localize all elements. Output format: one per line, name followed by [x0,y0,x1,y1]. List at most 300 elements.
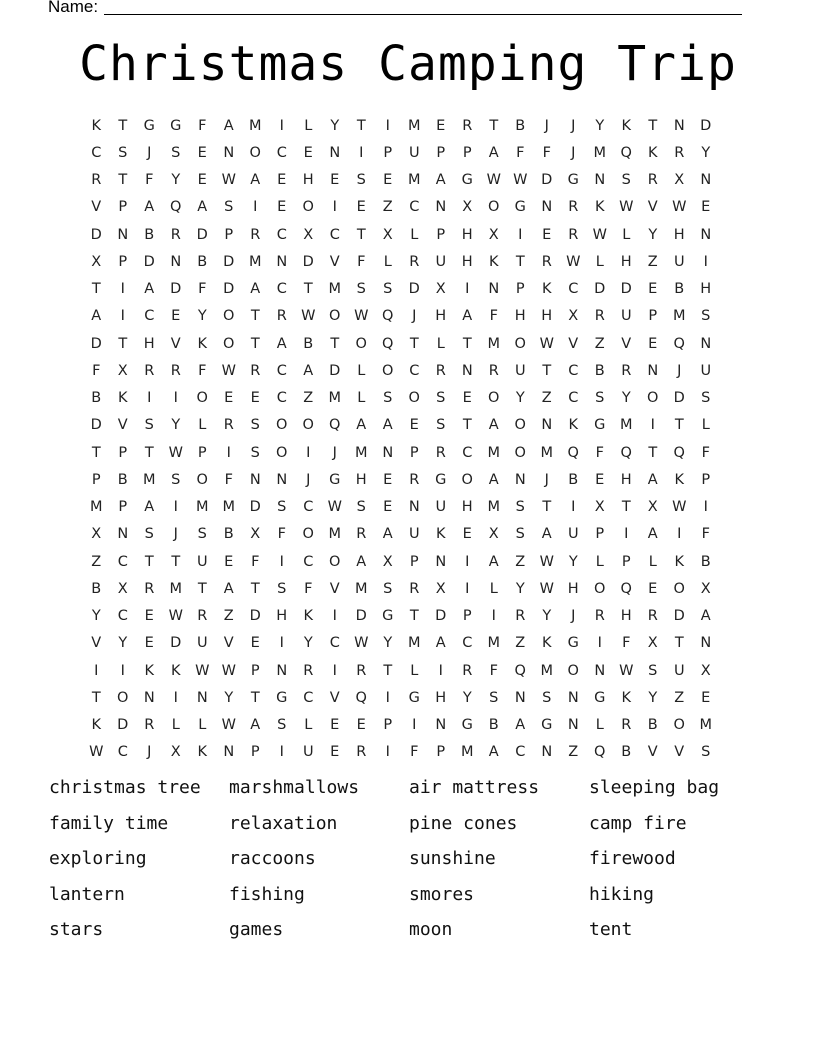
grid-letter: S [383,281,393,298]
grid-letter: W [513,172,528,189]
grid-letter: L [357,390,366,407]
grid-letter: D [90,226,102,243]
grid-letter: B [515,117,526,134]
grid-letter: X [674,172,685,189]
grid-letter: E [648,580,658,597]
grid-letter: R [621,717,632,734]
grid-letter: G [329,471,341,488]
grid-letter: R [568,199,579,216]
grid-letter: W [221,362,236,379]
grid-letter: R [303,662,314,679]
grid-letter: W [195,662,210,679]
grid-letter: S [436,390,446,407]
grid-letter: O [567,662,579,679]
grid-letter: E [542,226,552,243]
grid-letter: S [277,580,287,597]
grid-letter: I [624,526,629,543]
grid-letter: E [250,390,260,407]
grid-letter: K [197,335,207,352]
grid-letter: X [488,526,499,543]
grid-letter: N [276,471,288,488]
grid-letter: A [223,580,234,597]
grid-letter: R [144,717,155,734]
grid-letter: P [621,553,631,570]
grid-letter: I [518,226,523,243]
grid-letter: P [118,199,128,216]
grid-letter: A [647,471,658,488]
grid-letter: N [435,553,447,570]
grid-letter: N [594,662,606,679]
grid-letter: H [620,471,632,488]
grid-letter: K [435,526,446,543]
grid-row [83,139,733,166]
word-bank-item: christmas tree [49,777,201,798]
grid-letter: M [487,444,500,461]
grid-letter: N [647,362,659,379]
grid-letter: L [648,553,657,570]
grid-row [83,330,733,357]
grid-letter: D [143,253,155,270]
grid-letter: S [197,526,207,543]
grid-letter: A [700,608,711,625]
grid-letter: R [462,117,473,134]
grid-letter: F [595,444,604,461]
grid-letter: C [144,308,155,325]
grid-row [83,548,733,575]
grid-letter: L [701,417,710,434]
grid-letter: S [356,281,366,298]
grid-letter: X [435,281,446,298]
word-bank-item: sunshine [409,848,496,869]
grid-letter: R [594,308,605,325]
grid-row [83,439,733,466]
word-bank-item: camp fire [589,812,687,834]
grid-letter: O [302,417,314,434]
grid-letter: C [329,635,340,652]
grid-letter: S [542,689,552,706]
grid-letter: L [304,117,313,134]
grid-letter: G [594,417,606,434]
grid-letter: H [620,608,632,625]
grid-letter: M [354,444,368,461]
grid-letter: A [250,172,261,189]
grid-row [83,684,733,711]
grid-letter: J [571,144,576,161]
grid-letter: R [515,608,526,625]
grid-letter: I [120,281,125,298]
grid-letter: A [488,471,499,488]
grid-letter: H [461,253,473,270]
word-bank-item: family time [49,812,169,834]
grid-row [83,385,733,412]
grid-letter: C [117,608,128,625]
grid-letter: W [566,253,581,270]
grid-letter: V [223,635,234,652]
grid-letter: O [223,308,235,325]
grid-letter: T [144,444,154,461]
grid-letter: K [594,199,605,216]
grid-letter: Y [171,172,181,189]
grid-letter: N [170,253,182,270]
grid-letter: F [251,553,260,570]
grid-letter: F [489,308,498,325]
grid-letter: M [487,335,500,352]
word-bank-item: smores [409,883,475,905]
grid-letter: H [302,172,314,189]
grid-letter: A [250,717,261,734]
grid-letter: J [147,744,152,761]
grid-letter: R [144,362,155,379]
grid-letter: W [539,335,554,352]
grid-letter: S [224,199,234,216]
grid-letter: M [142,471,156,488]
grid-letter: E [648,335,658,352]
grid-letter: X [250,526,261,543]
grid-letter: Y [515,390,525,407]
grid-letter: W [168,444,183,461]
grid-letter: L [357,362,366,379]
grid-letter: Q [329,417,341,434]
grid-row [83,739,733,766]
grid-letter: J [412,308,417,325]
grid-letter: C [568,390,579,407]
grid-letter: F [198,362,207,379]
grid-letter: U [408,144,420,161]
grid-letter: T [91,444,101,461]
grid-letter: X [382,226,393,243]
grid-letter: K [91,717,101,734]
grid-letter: U [673,662,685,679]
grid-letter: T [330,335,340,352]
grid-letter: A [144,499,155,516]
grid-letter: O [196,471,208,488]
grid-letter: V [329,580,340,597]
grid-letter: W [221,662,236,679]
grid-letter: R [674,144,685,161]
grid-letter: O [408,390,420,407]
grid-letter: F [198,281,207,298]
grid-letter: M [89,499,103,516]
grid-letter: Z [515,635,526,652]
grid-letter: J [147,144,152,161]
word-bank-item: exploring [49,848,147,869]
grid-letter: C [568,281,579,298]
grid-letter: A [647,526,658,543]
grid-letter: D [302,253,314,270]
grid-letter: P [515,281,525,298]
grid-letter: S [489,689,499,706]
grid-letter: O [647,390,659,407]
grid-letter: Q [355,689,367,706]
grid-letter: X [568,308,579,325]
grid-letter: G [514,199,526,216]
grid-letter: F [701,526,710,543]
grid-letter: O [302,526,314,543]
grid-letter: E [171,308,181,325]
grid-letter: L [622,226,631,243]
grid-letter: Q [620,144,632,161]
grid-letter: E [144,635,154,652]
grid-letter: X [117,362,128,379]
grid-letter: Z [382,199,393,216]
grid-letter: Y [542,608,552,625]
grid-letter: Y [568,553,578,570]
grid-letter: L [410,662,419,679]
grid-letter: P [436,144,446,161]
grid-letter: C [276,144,287,161]
grid-letter: R [435,444,446,461]
grid-letter: S [171,471,181,488]
word-bank-item: firewood [589,848,676,869]
grid-letter: O [117,689,129,706]
grid-letter: A [435,635,446,652]
grid-letter: I [677,526,682,543]
grid-letter: G [170,117,182,134]
grid-letter: A [435,172,446,189]
grid-letter: V [91,199,102,216]
grid-letter: P [462,144,472,161]
grid-letter: I [465,281,470,298]
grid-letter: F [92,362,101,379]
grid-letter: B [91,390,102,407]
grid-letter: L [198,717,207,734]
grid-letter: M [699,717,712,734]
grid-letter: P [383,717,393,734]
grid-letter: K [117,390,128,407]
grid-letter: Q [594,744,606,761]
grid-letter: W [539,553,554,570]
grid-letter: T [409,608,419,625]
grid-letter: M [487,499,500,516]
grid-letter: Y [648,689,658,706]
grid-letter: G [461,717,473,734]
grid-letter: N [143,689,155,706]
grid-letter: C [276,281,287,298]
grid-letter: X [647,499,658,516]
grid-letter: E [356,717,366,734]
grid-letter: N [196,689,208,706]
grid-letter: R [435,362,446,379]
grid-letter: P [701,471,711,488]
grid-row [83,466,733,493]
grid-letter: D [620,281,632,298]
grid-letter: G [594,689,606,706]
grid-letter: R [276,308,287,325]
grid-letter: W [327,499,342,516]
grid-letter: T [648,444,658,461]
grid-letter: P [118,444,128,461]
grid-letter: I [703,499,708,516]
grid-letter: T [648,117,658,134]
grid-letter: N [700,226,712,243]
grid-letter: O [223,335,235,352]
grid-letter: O [329,308,341,325]
grid-letter: R [541,253,552,270]
grid-letter: C [409,362,420,379]
grid-letter: O [382,362,394,379]
grid-letter: I [120,662,125,679]
grid-letter: T [515,253,525,270]
grid-letter: I [385,744,390,761]
grid-letter: F [224,471,233,488]
grid-letter: G [382,608,394,625]
grid-letter: K [674,553,684,570]
grid-letter: T [250,580,260,597]
grid-letter: O [276,444,288,461]
grid-letter: I [147,390,152,407]
grid-letter: U [196,553,208,570]
grid-letter: W [168,608,183,625]
grid-letter: N [223,144,235,161]
grid-letter: C [276,226,287,243]
grid-letter: T [674,635,684,652]
grid-letter: A [356,553,367,570]
grid-letter: H [514,308,526,325]
grid-letter: S [515,526,525,543]
grid-letter: H [461,226,473,243]
grid-letter: U [514,362,526,379]
grid-letter: C [303,689,314,706]
grid-letter: Z [223,608,234,625]
grid-letter: E [144,608,154,625]
grid-letter: S [277,499,287,516]
word-bank-item: relaxation [229,812,338,834]
grid-letter: N [461,362,473,379]
grid-letter: A [356,417,367,434]
grid-letter: S [277,717,287,734]
grid-letter: T [250,335,260,352]
grid-letter: F [701,444,710,461]
grid-letter: R [568,226,579,243]
grid-letter: O [514,335,526,352]
grid-letter: Z [515,553,526,570]
grid-letter: E [224,553,234,570]
grid-letter: U [435,499,447,516]
grid-letter: R [170,226,181,243]
grid-letter: R [462,662,473,679]
grid-letter: K [170,662,181,679]
word-bank-item: stars [49,919,104,940]
grid-row [83,521,733,548]
grid-letter: S [144,417,154,434]
grid-letter: T [250,308,260,325]
grid-letter: O [673,717,685,734]
word-bank-item: games [229,919,284,940]
grid-row [83,575,733,602]
grid-letter: J [306,471,311,488]
grid-letter: F [542,144,551,161]
grid-letter: M [328,526,341,543]
grid-letter: M [328,390,341,407]
grid-letter: L [595,553,604,570]
grid-letter: R [170,362,181,379]
grid-letter: V [329,253,340,270]
grid-letter: P [250,662,260,679]
grid-letter: Y [701,144,711,161]
grid-letter: I [173,390,178,407]
grid-letter: E [409,417,419,434]
grid-letter: O [329,553,341,570]
grid-letter: S [356,499,366,516]
grid-letter: M [354,580,368,597]
name-label: Name: [48,0,99,16]
grid-letter: I [253,199,258,216]
grid-letter: T [542,362,552,379]
grid-letter: J [544,471,549,488]
grid-row [83,112,733,139]
grid-letter: J [677,362,682,379]
grid-letter: B [91,580,102,597]
grid-letter: B [144,226,155,243]
grid-letter: C [409,199,420,216]
grid-letter: N [488,281,500,298]
grid-letter: D [223,281,235,298]
grid-letter: D [700,117,712,134]
grid-letter: D [435,608,447,625]
grid-letter: Z [91,553,102,570]
grid-letter: I [385,689,390,706]
grid-letter: I [279,635,284,652]
word-bank-item: pine cones [409,812,518,834]
grid-letter: X [303,226,314,243]
grid-letter: Y [224,689,234,706]
grid-row [83,494,733,521]
grid-letter: K [621,689,631,706]
grid-letter: B [303,335,314,352]
grid-letter: I [359,144,364,161]
grid-letter: C [117,553,128,570]
grid-letter: I [173,689,178,706]
grid-letter: T [91,281,101,298]
word-bank-item: raccoons [229,848,316,869]
grid-letter: L [489,580,498,597]
grid-letter: W [89,744,104,761]
grid-letter: Y [330,117,340,134]
grid-letter: P [648,308,658,325]
grid-letter: P [462,608,472,625]
grid-letter: I [571,499,576,516]
grid-letter: J [173,526,178,543]
grid-letter: C [276,362,287,379]
grid-letter: N [673,117,685,134]
grid-letter: X [435,580,446,597]
grid-letter: J [571,608,576,625]
grid-letter: T [462,335,472,352]
grid-row [83,276,733,303]
name-field [48,0,742,17]
grid-letter: O [249,144,261,161]
grid-letter: A [488,744,499,761]
grid-letter: W [221,172,236,189]
page-title: Christmas Camping Trip [79,36,737,92]
grid-letter: O [488,390,500,407]
grid-letter: U [408,526,420,543]
grid-letter: R [621,362,632,379]
grid-letter: P [118,253,128,270]
grid-letter: V [329,689,340,706]
grid-letter: N [514,689,526,706]
grid-letter: H [143,335,155,352]
grid-letter: I [306,444,311,461]
grid-letter: A [382,417,393,434]
grid-letter: Y [383,635,393,652]
grid-letter: K [488,253,499,270]
grid-letter: H [435,308,447,325]
grid-letter: I [385,117,390,134]
grid-letter: O [673,580,685,597]
grid-letter: K [144,662,154,679]
grid-letter: N [408,499,420,516]
